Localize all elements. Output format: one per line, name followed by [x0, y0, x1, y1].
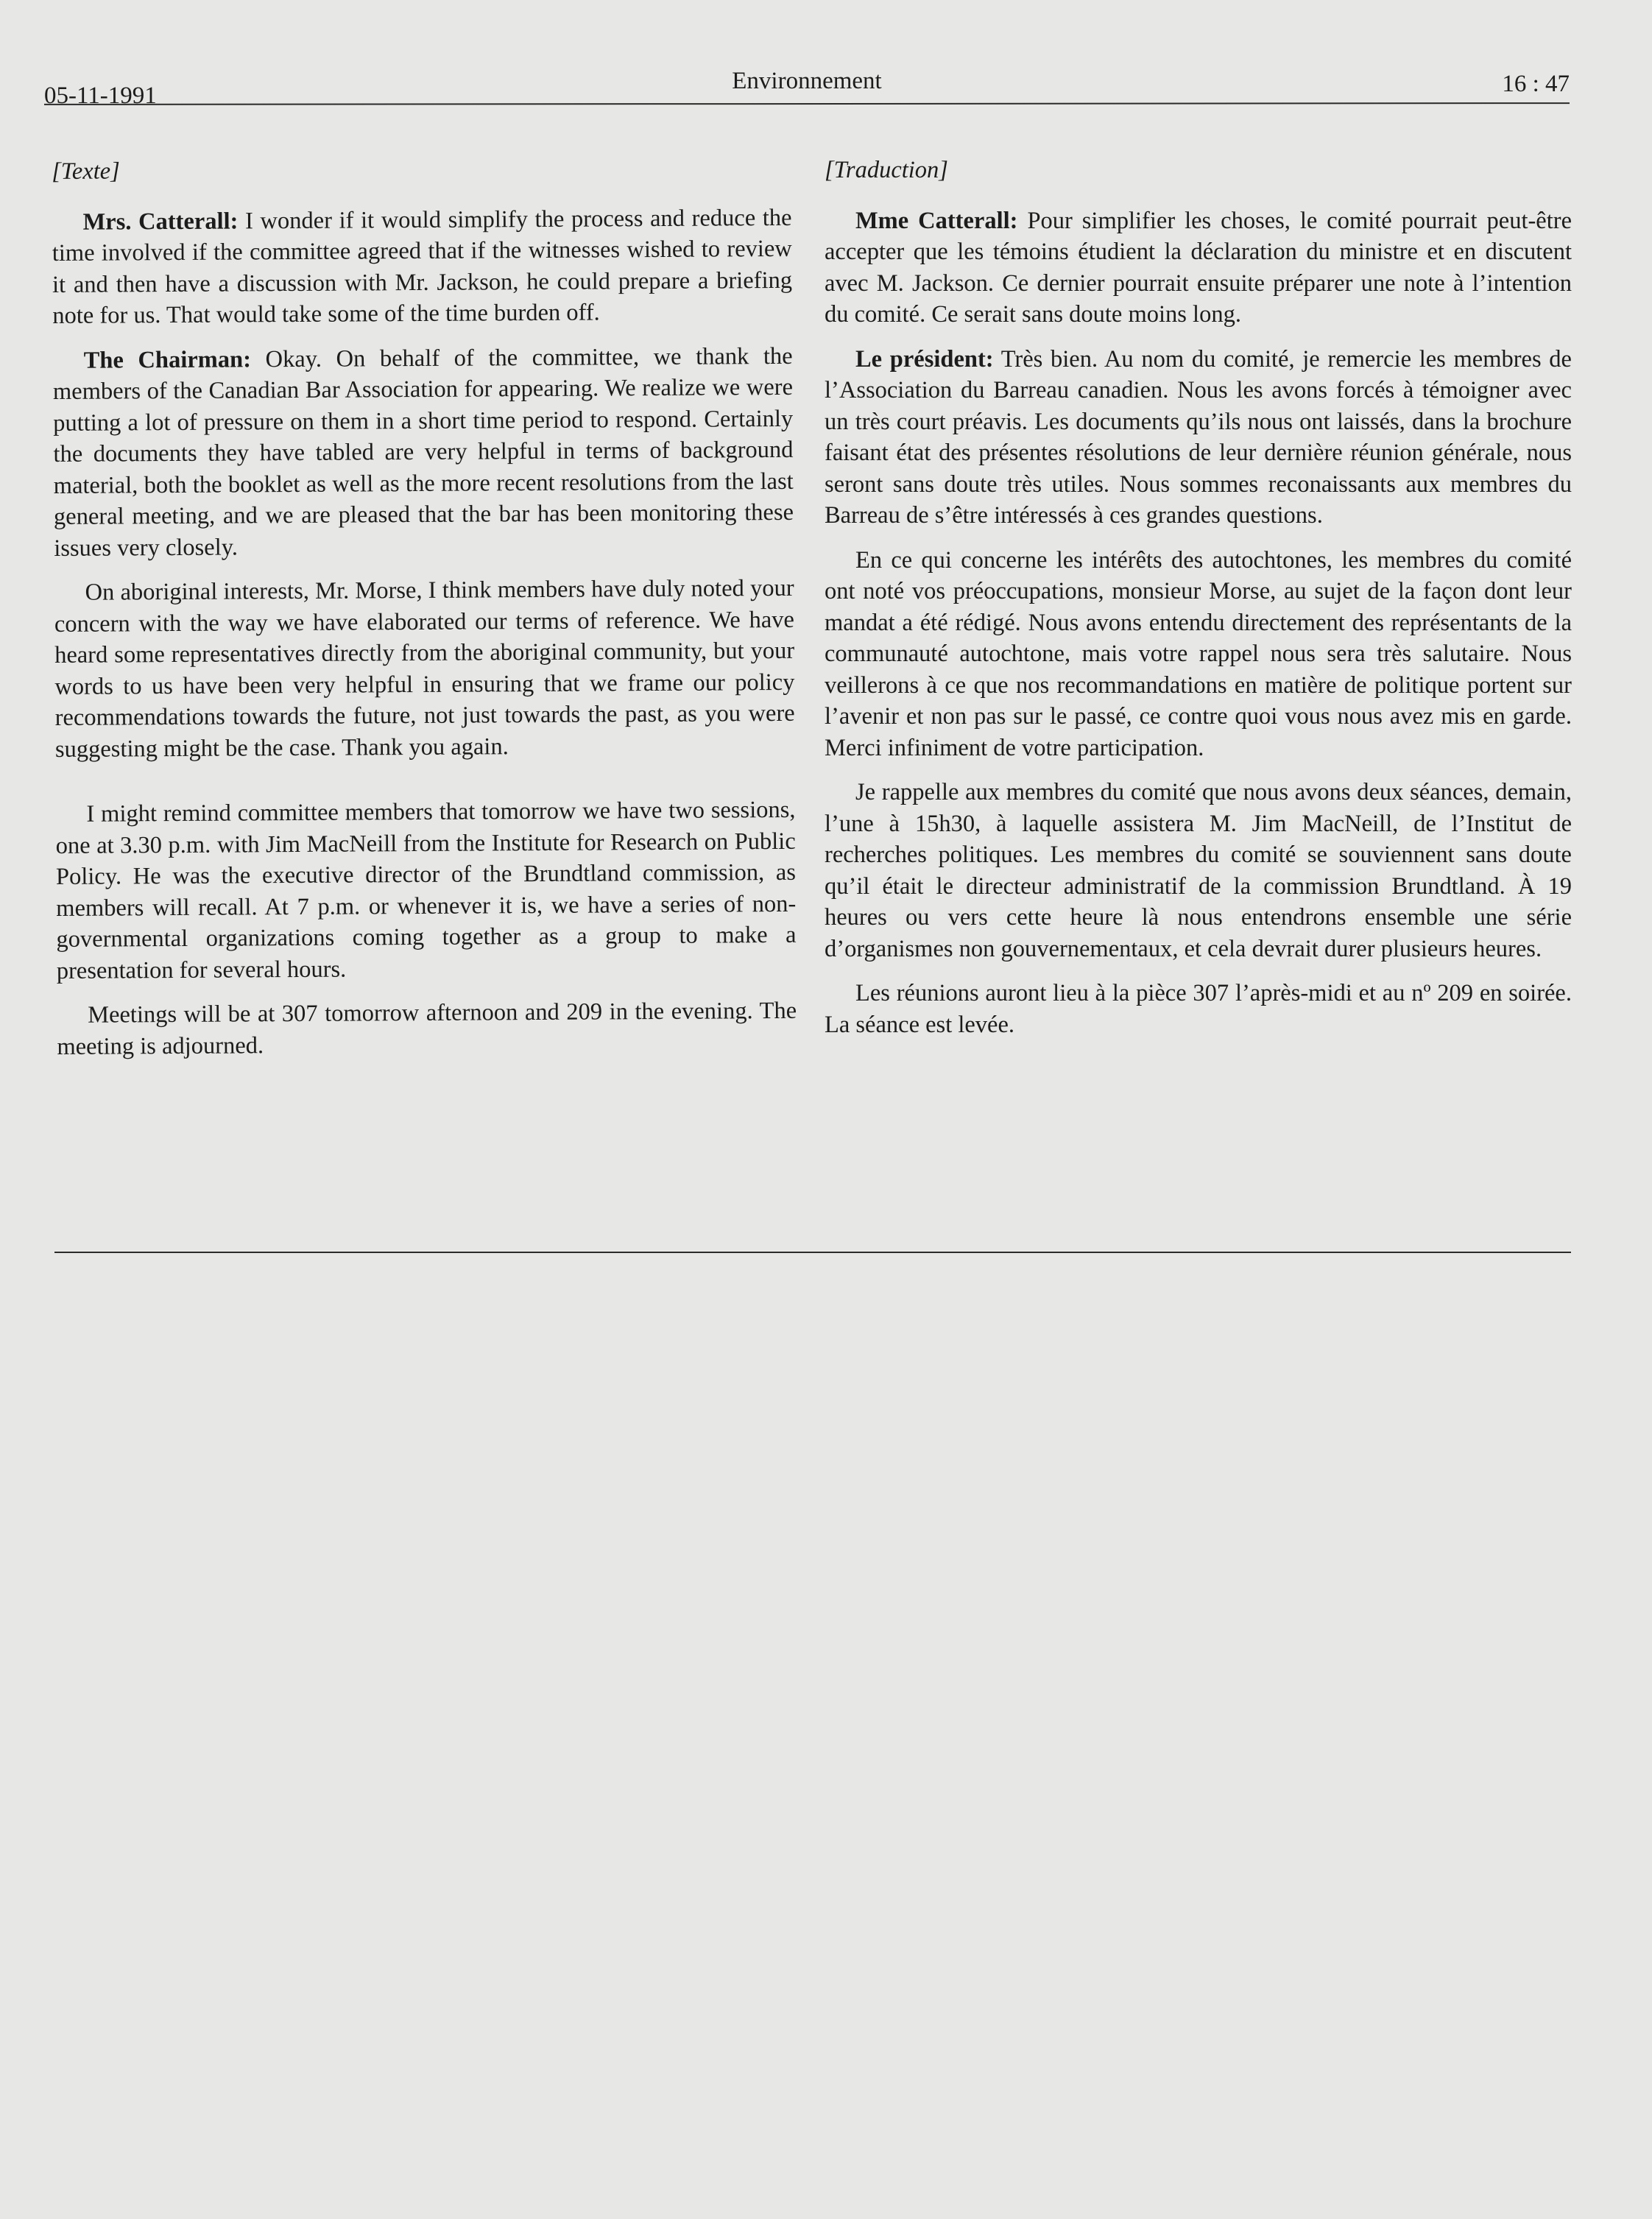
- english-paragraph-3: On aboriginal interests, Mr. Morse, I think members have duly noted your concern with the way we have elaborated our terms of reference. We have heard some representatives directly from the aboriginal community, but your words to us have been very helpful in ensuring that we frame our policy recommendations towards the future, not just towards the past, as you were suggesting might be the case. Thank you again.: [54, 574, 795, 763]
- paragraph-text: I wonder if it would simplify the process and reduce the time involved if the committee agreed that if the witnesses wished to review it and then have a discussion with Mr. Jackson, he could prepare a briefing note for us. That would take some of the time burden off.: [52, 204, 793, 329]
- header-page-number: 16 : 47: [1502, 71, 1570, 97]
- french-column-label: [Traduction]: [825, 157, 948, 183]
- french-paragraph-4: Je rappelle aux membres du comité que nous avons deux séances, demain, l’une à 15h30, à laquelle assistera M. Jim MacNeill, de l’Institut de recherches politiques. Les membres du comité se souviennent sans doute qu’il était le directeur administratif de la commission Brundtland. À 19 heures ou vers cette heure là nous entendrons ensemble une série d’organismes non gouvernementaux, et cela devrait durer plusieurs heures.: [825, 779, 1572, 962]
- french-paragraph-1: [825, 205, 1572, 331]
- header-date: 05-11-1991: [44, 82, 157, 109]
- header-title: Environnement: [732, 68, 882, 94]
- english-paragraph-5: Meetings will be at 307 tomorrow afternoon and 209 in the evening. The meeting is adjourned.: [57, 997, 797, 1060]
- english-column-label: [Texte]: [52, 158, 120, 185]
- french-paragraph-3: En ce qui concerne les intérêts des autochtones, les membres du comité ont noté vos préoccupations, monsieur Morse, au sujet de la façon dont leur mandat a été rédigé. Nous avons entendu directement des représentants de la communauté autochtone, mais votre rappel nous sera très salutaire. Nous veillerons à ce que nos recommandations en matière de politique portent sur l’avenir et non pas sur le passé, ce contre quoi vous nous avez mis en garde. Merci infiniment de votre participation.: [825, 546, 1572, 761]
- speaker-name: Mrs. Catterall:: [82, 207, 239, 236]
- french-paragraph-5: Les réunions auront lieu à la pièce 307 l’après-midi et au nº 209 en soirée. La séance est levée.: [825, 980, 1572, 1038]
- english-paragraph-1: [52, 202, 792, 331]
- paragraph-text: Okay. On behalf of the committee, we thank the members of the Canadian Bar Association for appearing. We realize we were putting a lot of pressure on them in a short time period to respond. Certainly the documents they have tabled are very helpful in terms of background material, both the booklet as well as the more recent resolutions from the last general meeting, and we are pleased that the bar has been monitoring these issues very closely.: [52, 342, 794, 562]
- french-column: [825, 155, 1572, 1054]
- page-header: [44, 65, 1570, 109]
- paragraph-text: Pour simplifier les choses, le comité pourrait peut-être accepter que les témoins étudient la déclaration du ministre et en discutent avec M. Jackson. Ce dernier pourrait ensuite préparer une note à l’intention du comité. Ce serait sans doute moins long.: [825, 207, 1572, 328]
- english-paragraph-2: [53, 340, 794, 564]
- speaker-name: Mme Catterall:: [855, 207, 1018, 234]
- paragraph-text: Très bien. Au nom du comité, je remercie les membres de l’Association du Barreau canadien. Nous les avons forcés à témoigner avec un très court préavis. Les documents qu’ils nous ont laissés, dans la brochure faisant état des présentes résolutions de leur dernière réunion générale, nous seront sans doute très utiles. Nous sommes reconaissants aux membres du Barreau de s’être intéressés à ces grandes questions.: [825, 345, 1572, 529]
- footer-rule: [54, 1252, 1571, 1253]
- english-column: [52, 152, 797, 1076]
- speaker-name: The Chairman:: [83, 345, 252, 374]
- english-paragraph-4: I might remind committee members that tomorrow we have two sessions, one at 3.30 p.m. with Jim MacNeill from the Institute for Research on Public Policy. He was the executive director of the Brundtland commission, as members will recall. At 7 p.m. or whenever it is, we have a series of non-governmental organizations coming together as a group to make a presentation for several hours.: [55, 796, 797, 984]
- speaker-name: Le président:: [855, 345, 994, 373]
- french-paragraph-2: [825, 344, 1572, 532]
